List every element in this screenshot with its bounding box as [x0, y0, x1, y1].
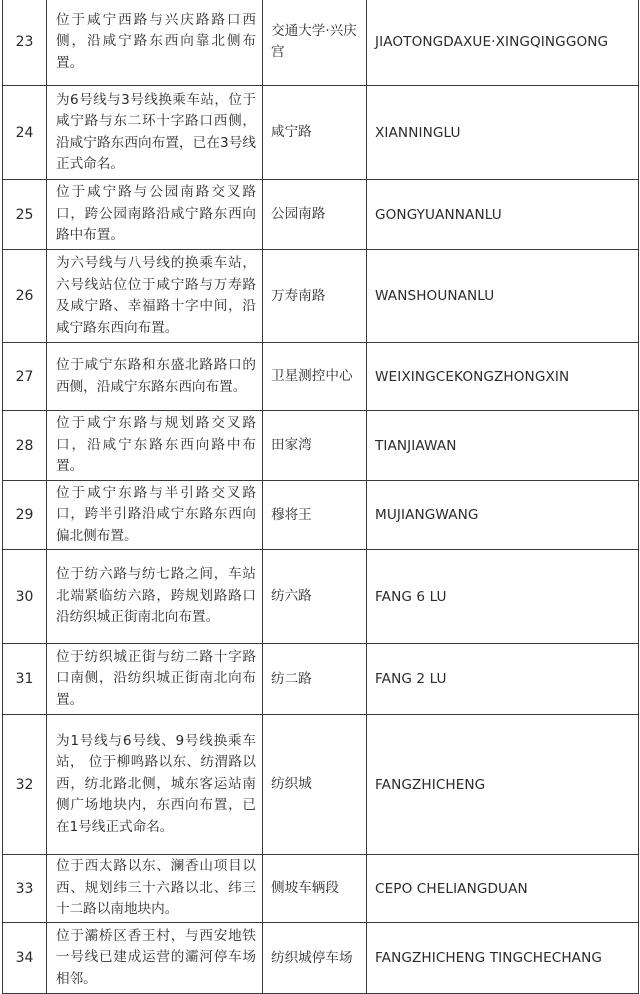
station-number: 33 — [3, 855, 47, 923]
table-row — [3, 644, 639, 715]
station-description: 位于咸宁西路与兴庆路路口西侧，沿咸宁路东西向靠北侧布置。 — [47, 0, 263, 86]
table-row — [3, 715, 639, 855]
station-pinyin: CEPO CHELIANGDUAN — [367, 855, 639, 923]
station-table-body — [3, 0, 639, 994]
station-description: 位于灞桥区香王村，与西安地铁一号线已建成运营的灞河停车场相邻。 — [47, 923, 263, 994]
station-description: 为6号线与3号线换乘车站，位于咸宁路与东二环十字路口西侧，沿咸宁路东西向布置，已在3号线正式命名。 — [47, 86, 263, 180]
station-description: 为1号线与6号线、9号线换乘车站， 位于柳鸣路以东、纺渭路以西，纺北路北侧，城东客运站南侧广场地块内，东西向布置，已在1号线正式命名。 — [47, 715, 263, 855]
station-number: 24 — [3, 86, 47, 180]
station-pinyin: JIAOTONGDAXUE·XINGQINGGONG — [367, 0, 639, 86]
table-row — [3, 550, 639, 644]
station-number: 32 — [3, 715, 47, 855]
station-pinyin: GONGYUANNANLU — [367, 180, 639, 250]
table-row — [3, 481, 639, 550]
table-row — [3, 180, 639, 250]
station-description: 位于咸宁东路与规划路交叉路口，沿咸宁东路东西向路中布置。 — [47, 411, 263, 481]
station-name: 田家湾 — [263, 411, 367, 481]
table-row — [3, 86, 639, 180]
station-number: 28 — [3, 411, 47, 481]
station-pinyin: FANG 6 LU — [367, 550, 639, 644]
table-row — [3, 923, 639, 994]
station-number: 31 — [3, 644, 47, 715]
station-description: 位于咸宁东路与半引路交叉路口，跨半引路沿咸宁东路东西向偏北侧布置。 — [47, 481, 263, 550]
station-pinyin: FANGZHICHENG — [367, 715, 639, 855]
table-row — [3, 411, 639, 481]
station-pinyin: FANGZHICHENG TINGCHECHANG — [367, 923, 639, 994]
station-description: 位于西太路以东、澜香山项目以西、规划纬三十六路以北、纬三十二路以南地块内。 — [47, 855, 263, 923]
table-row — [3, 343, 639, 411]
station-pinyin: WANSHOUNANLU — [367, 250, 639, 343]
station-name: 纺织城停车场 — [263, 923, 367, 994]
station-pinyin: FANG 2 LU — [367, 644, 639, 715]
station-name: 咸宁路 — [263, 86, 367, 180]
station-name: 纺二路 — [263, 644, 367, 715]
station-description: 位于咸宁东路和东盛北路路口的西侧，沿咸宁东路东西向布置。 — [47, 343, 263, 411]
table-row — [3, 855, 639, 923]
station-pinyin: XIANNINGLU — [367, 86, 639, 180]
station-name: 穆将王 — [263, 481, 367, 550]
station-number: 25 — [3, 180, 47, 250]
station-number: 27 — [3, 343, 47, 411]
station-pinyin: WEIXINGCEKONGZHONGXIN — [367, 343, 639, 411]
station-pinyin: MUJIANGWANG — [367, 481, 639, 550]
table-row — [3, 0, 639, 86]
station-name: 纺织城 — [263, 715, 367, 855]
station-table — [2, 0, 639, 994]
station-description: 为六号线与八号线的换乘车站，六号线站位位于咸宁路与万寿路及咸宁路、幸福路十字中间，沿咸宁路东西向布置。 — [47, 250, 263, 343]
station-number: 29 — [3, 481, 47, 550]
station-number: 23 — [3, 0, 47, 86]
station-description: 位于咸宁路与公园南路交叉路口，跨公园南路沿咸宁路东西向路中布置。 — [47, 180, 263, 250]
station-pinyin: TIANJIAWAN — [367, 411, 639, 481]
table-row — [3, 250, 639, 343]
station-description: 位于纺织城正街与纺二路十字路口南侧，沿纺织城正街南北向布置。 — [47, 644, 263, 715]
station-name: 卫星测控中心 — [263, 343, 367, 411]
station-name: 公园南路 — [263, 180, 367, 250]
station-name: 万寿南路 — [263, 250, 367, 343]
station-number: 26 — [3, 250, 47, 343]
station-name: 交通大学·兴庆宫 — [263, 0, 367, 86]
station-number: 34 — [3, 923, 47, 994]
station-name: 侧坡车辆段 — [263, 855, 367, 923]
station-description: 位于纺六路与纺七路之间，车站北端紧临纺六路，跨规划路路口沿纺织城正街南北向布置。 — [47, 550, 263, 644]
station-name: 纺六路 — [263, 550, 367, 644]
station-number: 30 — [3, 550, 47, 644]
